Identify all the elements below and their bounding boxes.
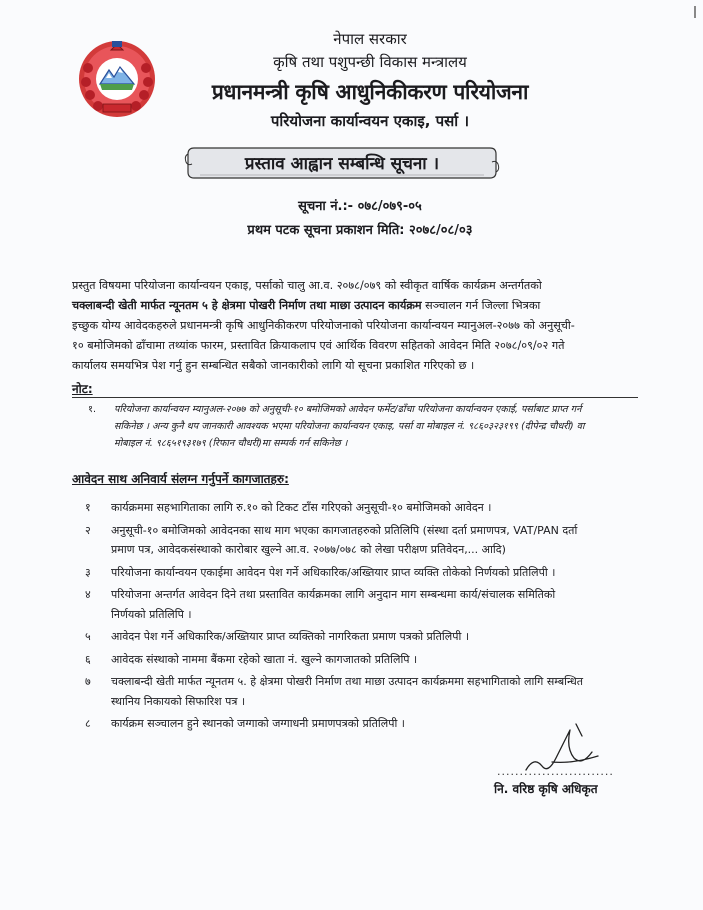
title-banner	[184, 144, 500, 182]
note-heading: नोट:	[72, 382, 93, 396]
document-number: ४	[85, 588, 91, 601]
note-list	[88, 401, 648, 452]
nepal-emblem-icon	[76, 38, 158, 120]
body-line: कार्यालय समयभित्र पेश गर्नु हुन सम्बन्धित सबैको जानकारीको लागि यो सूचना प्रकाशित गरिएको छ ।	[72, 359, 475, 372]
document-line: अनुसूची-१० बमोजिमको आवेदनका साथ माग भएका कागजातहरुको प्रतिलिपि (संस्था दर्ता प्रमाणपत्र, VAT/PAN दर्ता	[111, 523, 578, 537]
documents-heading: आवेदन साथ अनिवार्य संलग्न गर्नुपर्ने कागजातहरु:	[72, 472, 289, 486]
body-line	[72, 296, 638, 316]
note-line: सकिनेछ । अन्य कुनै थप जानकारी आवश्यक भएमा परियोजना कार्यान्वयन एकाइ, पर्सा वा मोबाइल नं. ९८६०३२३१९९ (दीपेन्द्र चौधरी) वा	[114, 421, 585, 432]
document-item	[85, 585, 650, 624]
document-line: चक्लाबन्दी खेती मार्फत न्यूनतम ५. हे क्षेत्रमा पोखरी निर्माण तथा माछा उत्पादन कार्यक्रममा सहभागिताको लागि सम्बन्धित	[111, 675, 584, 688]
project-name: प्रधानमन्त्री कृषि आधुनिकीकरण परियोजना	[211, 80, 529, 104]
document-line: स्थानिय निकायको सिफारिश पत्र ।	[111, 694, 246, 708]
body-line: प्रस्तुत विषयमा परियोजना कार्यान्वयन एकाइ, पर्साको चालु आ.व. २०७८/०७९ को स्वीकृत वार्षिक कार्यक्रम अन्तर्गतको	[72, 279, 542, 292]
document-number: ८	[85, 717, 91, 730]
document-line: आवेदन पेश गर्ने अधिकारिक/अख्तियार प्राप्त व्यक्तिको नागरिकता प्रमाण पत्रको प्रतिलिपी ।	[111, 630, 469, 643]
note-line: परियोजना कार्यान्वयन म्यानुअल-२०७७ को अनुसूची-१० बमोजिमको आवेदन फर्मेट/ढाँचा परियोजना कार्यान्वयन एकाई, पर्साबाट प्राप्त गर्न	[114, 404, 582, 415]
document-number: ७	[85, 675, 91, 688]
document-number: ६	[85, 652, 91, 666]
ministry-name: कृषि तथा पशुपन्छी विकास मन्त्रालय	[273, 53, 467, 71]
document-number: ३	[85, 565, 91, 579]
document-line: प्रमाण पत्र, आवेदकसंस्थाको कारोबार खुल्ने आ.व. २०७७/०७८ को लेखा परीक्षण प्रतिवेदन,... आदि)	[111, 543, 506, 556]
note-item	[88, 401, 648, 452]
document-item	[85, 627, 650, 647]
document-line: परियोजना कार्यान्वयन एकाईमा आवेदन पेश गर्ने अधिकारिक/अख्तियार प्राप्त व्यक्ति तोकेको निर्णयको प्रतिलिपी ।	[111, 565, 556, 579]
document-number: ५	[85, 630, 91, 643]
office-name: परियोजना कार्यान्वयन एकाइ, पर्सा ।	[270, 112, 470, 130]
scan-edge-mark	[694, 6, 696, 18]
document-item	[85, 521, 650, 560]
body-line: १० बमोजिमको ढाँचामा तथ्यांक फारम, प्रस्तावित क्रियाकलाप एवं आर्थिक विवरण सहितको आवेदन मिति २०७८/०९/०२ गते	[72, 339, 565, 352]
body-line-rest: सञ्चालन गर्न जिल्ला भित्रका	[421, 299, 541, 312]
note-number: १.	[88, 404, 97, 415]
publication-date: प्रथम पटक सूचना प्रकाशन मिति: २०७८/०८/०३	[247, 223, 473, 238]
document-number: १	[85, 501, 91, 514]
document-line: निर्णयको प्रतिलिपि ।	[111, 607, 192, 621]
document-item	[85, 672, 650, 711]
document-item	[85, 563, 650, 583]
government-name: नेपाल सरकार	[333, 30, 407, 48]
notice-body	[72, 276, 638, 376]
notice-number: सूचना नं.:- ०७८/०७९-०५	[298, 199, 422, 214]
document-line: कार्यक्रम सञ्चालन हुने स्थानको जग्गाको जग्गाधनी प्रमाणपत्रको प्रतिलिपी ।	[111, 717, 405, 730]
document-number: २	[85, 523, 91, 537]
note-line: मोबाइल नं. ९८६५१९३१७९ (रिफान चौधरी)मा सम्पर्क गर्न सकिनेछ ।	[114, 438, 348, 449]
signature-line: ..........................	[497, 765, 614, 778]
document-item	[85, 650, 650, 670]
documents-list	[85, 498, 650, 737]
document-line: परियोजना अन्तर्गत आवेदन दिने तथा प्रस्तावित कार्यक्रमका लागि अनुदान माग सम्बन्धमा कार्य/संचालक समितिको	[111, 588, 556, 601]
signatory-title: नि. वरिष्ठ कृषि अधिकृत	[494, 782, 598, 796]
note-divider	[72, 397, 638, 398]
document-line: कार्यक्रममा सहभागिताका लागि रु.१० को टिकट टाँस गरिएको अनुसूची-१० बमोजिमको आवेदन ।	[111, 501, 492, 514]
document-item	[85, 498, 650, 518]
body-line: इच्छुक योग्य आवेदकहरुले प्रधानमन्त्री कृषि आधुनिकीकरण परियोजनाको परियोजना कार्यान्वयन म्यानुअल-२०७७ को अनुसूची-	[72, 319, 575, 332]
program-name: चक्लाबन्दी खेती मार्फत न्यूनतम ५ हे क्षेत्रमा पोखरी निर्माण तथा माछा उत्पादन कार्यक्रम	[72, 299, 422, 312]
document-line: आवेदक संस्थाको नाममा बैंकमा रहेको खाता नं. खुल्ने कागजातको प्रतिलिपि ।	[111, 652, 418, 666]
notice-title: प्रस्ताव आह्वान सम्बन्धि सूचना ।	[244, 154, 440, 174]
